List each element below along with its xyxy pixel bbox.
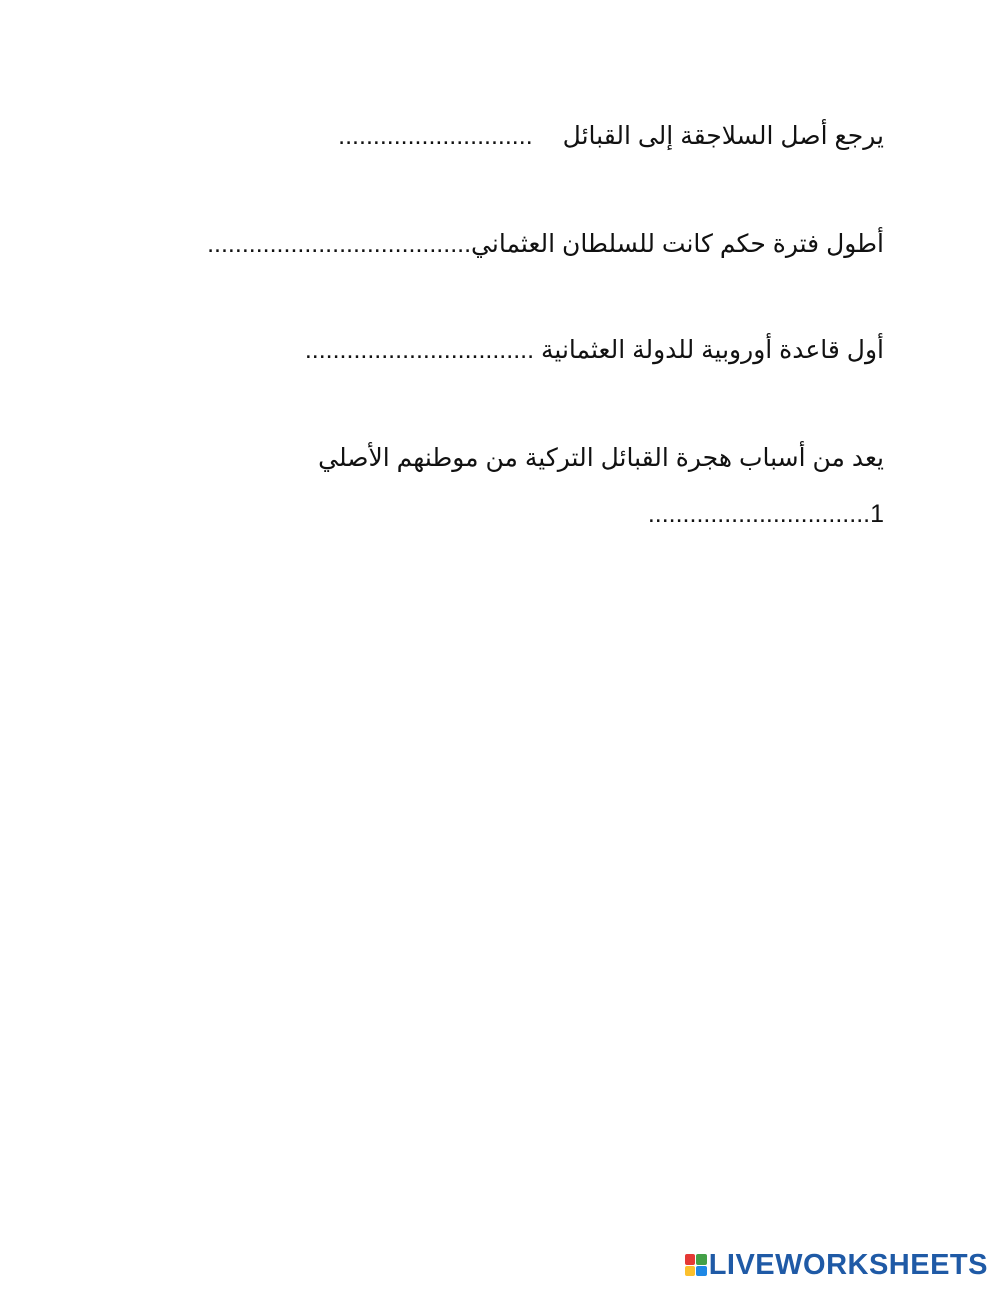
logo-square-green — [696, 1254, 707, 1265]
answer-line-1 — [648, 498, 884, 530]
liveworksheets-logo-text: LIVEWORKSHEETS — [708, 1248, 988, 1281]
question-2 — [207, 228, 884, 260]
logo-square-red — [685, 1254, 696, 1265]
liveworksheets-mark-icon — [685, 1254, 707, 1276]
liveworksheets-logo — [685, 1248, 988, 1282]
answer-line-1-blank[interactable]: ................................ — [647, 500, 871, 528]
question-1-blank[interactable]: ............................ — [338, 122, 533, 150]
question-3-blank[interactable]: ................................. — [304, 336, 535, 364]
question-1 — [338, 120, 884, 152]
question-4 — [318, 442, 884, 474]
logo-square-yellow — [685, 1266, 696, 1277]
question-2-blank[interactable]: ...................................... — [207, 230, 472, 258]
question-4-text: يعد من أسباب هجرة القبائل التركية من موطنهم الأصلي — [318, 444, 884, 472]
question-3 — [305, 334, 884, 366]
question-1-text: يرجع أصل السلاجقة إلى القبائل — [562, 122, 884, 150]
question-2-text: أطول فترة حكم كانت للسلطان العثماني — [471, 230, 884, 258]
question-3-text: أول قاعدة أوروبية للدولة العثمانية — [541, 336, 884, 364]
logo-square-blue — [696, 1266, 707, 1277]
answer-line-1-number: 1 — [870, 500, 884, 528]
